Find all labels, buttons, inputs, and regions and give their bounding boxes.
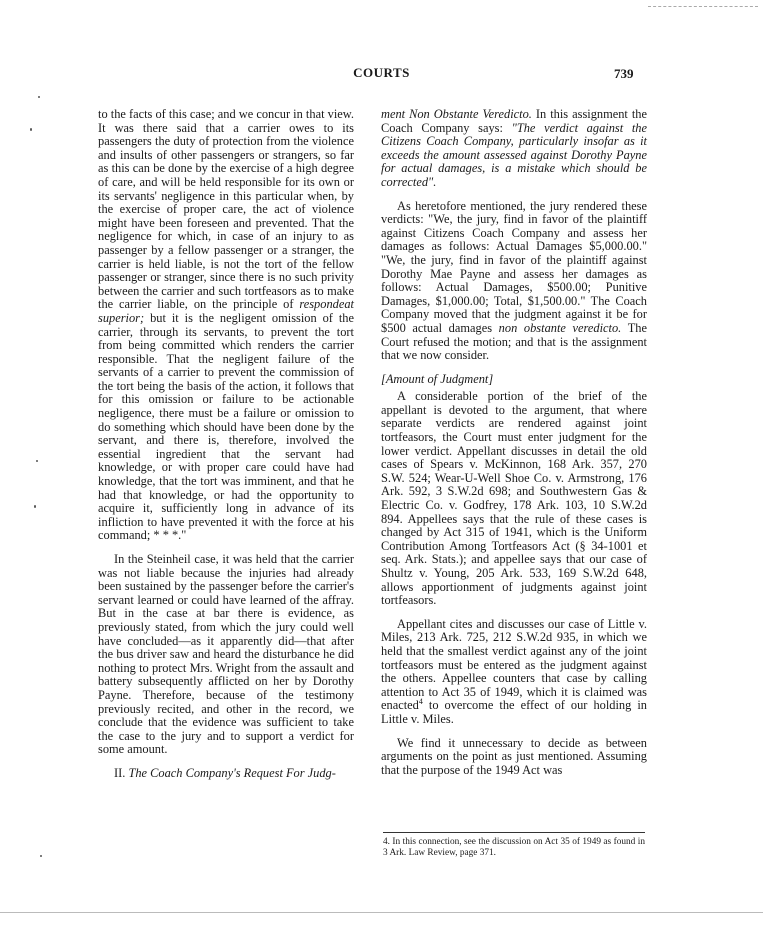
bottom-scan-edge bbox=[0, 912, 763, 913]
subheading-amount-of-judgment bbox=[381, 373, 647, 387]
page-number: 739 bbox=[614, 66, 634, 81]
scan-speck bbox=[36, 460, 38, 462]
left-column bbox=[98, 108, 354, 781]
right-p1-italic-b: "The verdict against the Citizens Coach Company, particularly insofar as it exceeds the amount assessed against Dorothy Payne for actual damages, is a mistake which should be corrected". bbox=[381, 120, 647, 189]
left-paragraph-1 bbox=[98, 108, 354, 543]
scan-speck bbox=[38, 96, 40, 98]
scan-speck bbox=[40, 855, 42, 857]
subheading-text: [Amount of Judgment] bbox=[381, 371, 494, 386]
right-p4-text-a: Appellant cites and discusses our case of Little v. Miles, 213 Ark. 725, 212 S.W.2d 935, in which we held that the smallest verdict against any of the joint tortfeasors must be entered as the judgment against the others. Appellee counters that case by calling attention to Act 35 of 1949, which it is claimed was enacted bbox=[381, 616, 647, 713]
right-p2-end: The Court refused the motion; and that is the assignment that we now consider. bbox=[381, 320, 647, 363]
left-p1-cont: but it is the negligent omission of the carrier, through its servants, to prevent the tort from being committed which renders the carrier responsible. That the negligent failure of the servants of a carrier to prevent the commission of the tort being the basis of the action, it follows that for this omission or failure to be actionable negligence, there must be a failure or omission to do something which should have been done by the servant, and there is, therefore, involved the essential ingredient that the servant had knowledge, or with proper care could have had knowledge, that the tort was imminent, and that he had that knowledge, or had the opportunity to acquire it, sufficiently long in advance of its infliction to have prevented it with the force at his command; * * *." bbox=[98, 310, 354, 543]
left-paragraph-3 bbox=[98, 767, 354, 781]
section-number: II. bbox=[114, 765, 126, 780]
footnote-ref: 4 bbox=[418, 697, 423, 707]
right-paragraph-4 bbox=[381, 618, 647, 727]
footnote-4: 4. In this connection, see the discussion on Act 35 of 1949 as found in 3 Ark. Law Review, page 371. bbox=[383, 837, 645, 858]
right-p1-text: In this assignment the Coach Company says: bbox=[381, 107, 648, 135]
right-paragraph-2 bbox=[381, 200, 647, 363]
right-column bbox=[381, 108, 647, 777]
right-paragraph-3: A considerable portion of the brief of the appellant is devoted to the argument, that where separate verdicts are rendered against joint tortfeasors, the Court must enter judgment for the lower verdict. Appellant discusses in detail the old cases of Spears v. McKinnon, 168 Ark. 357, 270 S.W. 524; Wear-U-Well Shoe Co. v. Armstrong, 176 Ark. 592, 3 S.W.2d 698; and Southwestern Gas & Electric Co. v. Godfrey, 178 Ark. 103, 10 S.W.2d 894. Appellees says that the rule of these cases is changed by Act 315 of 1941, which is the Uniform Contribution Among Tortfeasors Act (§ 34-1001 et seq. Ark. Stats.); and appellee says that our case of Shultz v. Young, 205 Ark. 533, 169 S.W.2d 648, allows apportionment of judgments against joint tortfeasors. bbox=[381, 389, 647, 608]
right-p1-italic-a: ment Non Obstante Veredicto. bbox=[381, 107, 532, 121]
left-paragraph-2: In the Steinheil case, it was held that the carrier was not liable because the injuries had already been sustained by the passenger before the carrier's servant learned or could have learned of the affray. But in the case at bar there is evidence, as previously stated, from which the jury could well have concluded—as it apparently did—that after the bus driver saw and heard the disturbance he did nothing to protect Mrs. Wright from the assault and battery subsequently afflicted on her by Dorothy Payne. Therefore, because of the testimony previously recited, and other in the record, we conclude that the evidence was sufficient to take the case to the jury and to support a verdict for some amount. bbox=[98, 552, 354, 757]
top-edge-mark bbox=[648, 6, 758, 7]
scan-speck bbox=[30, 128, 32, 131]
section-heading-italic: The Coach Company's Request For Judg- bbox=[128, 765, 336, 780]
right-paragraph-5: We find it unnecessary to decide as between arguments on the point as just mentioned. Assuming that the purpose of the 1949 Act was bbox=[381, 735, 647, 777]
left-p1-text: to the facts of this case; and we concur in that view. It was there said that a carrier owes to its passengers the duty of protection from the violence and insults of other passengers or strangers, so far as this can be done by the exercise of a high degree of care, and will be held responsible for its own or its servants' negligence in this particular when, by the exercise of proper care, the act of violence might have been foreseen and prevented. That the negligence for which, in case of an injury to as passenger by a fellow passenger or a stranger, the carrier is held liable, is not the tort of the fellow passenger or stranger, since there is no such privity between the carrier and such tortfeasors as to make the carrier liable, on the principle of bbox=[98, 107, 354, 312]
right-paragraph-1 bbox=[381, 108, 647, 190]
right-p2-text: As heretofore mentioned, the jury rendered these verdicts: "We, the jury, find in favor of the plaintiff against Citizens Coach Company and assess her damages as follows: Actual Damages $5,000.00." "We, the jury, find in favor of the plaintiff against Dorothy Mae Payne and assess her damages as follows: Actual Damages, $500.00; Punitive Damages, $1,000.00; Total, $1,500.00." The Coach Company moved that the judgment against it be for $500 actual damages bbox=[381, 198, 647, 335]
running-header-title: COURTS bbox=[353, 65, 410, 80]
scan-speck bbox=[34, 505, 36, 508]
footnote-divider bbox=[383, 832, 645, 833]
right-p4-text-b: to overcome the effect of our holding in Little v. Miles. bbox=[381, 698, 647, 726]
left-p1-italic: respondeat superior; bbox=[98, 297, 354, 325]
right-p2-italic: non obstante veredicto. bbox=[498, 320, 622, 335]
